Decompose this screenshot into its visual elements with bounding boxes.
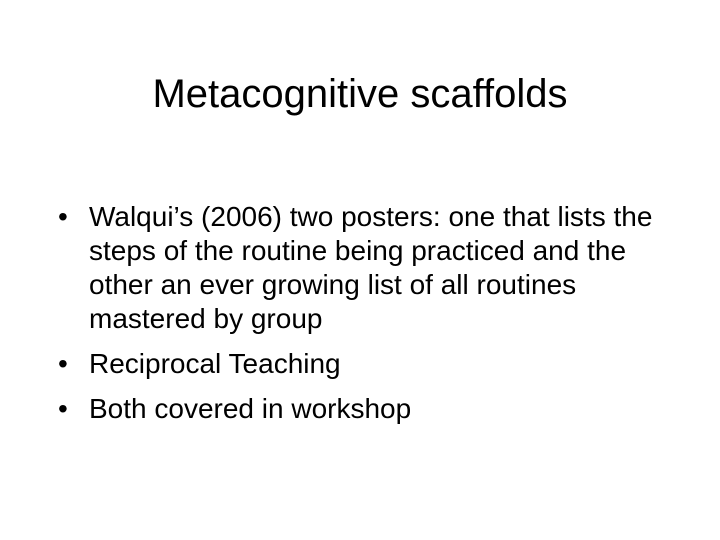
bullet-text: Reciprocal Teaching <box>89 348 341 379</box>
bullet-marker: • <box>58 348 68 379</box>
bullet-list <box>58 200 678 437</box>
bullet-item <box>58 347 678 381</box>
bullet-text: Walqui’s (2006) two posters: one that lists the steps of the routine being practiced and the other an ever growing list of all routines mastered by group <box>89 201 653 334</box>
bullet-item <box>58 200 678 336</box>
bullet-marker: • <box>58 393 68 424</box>
bullet-item <box>58 392 678 426</box>
bullet-text: Both covered in workshop <box>89 393 412 424</box>
bullet-marker: • <box>58 201 68 232</box>
slide-title: Metacognitive scaffolds <box>152 72 568 116</box>
